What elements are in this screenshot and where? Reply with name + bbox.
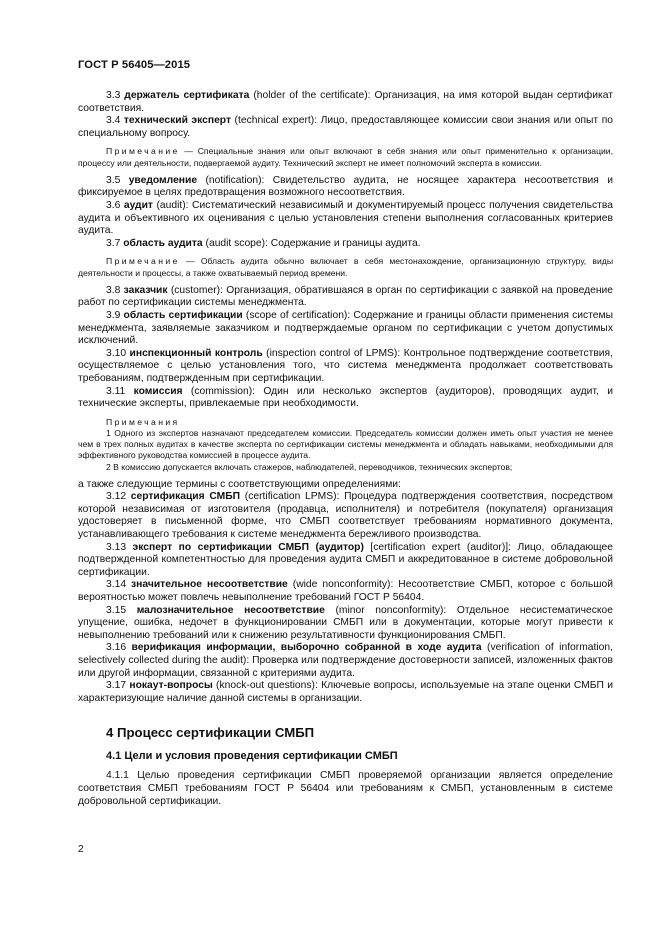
term-3-13: 3.13 эксперт по сертификации СМБП (аудитор) [certification expert (auditor)]: Лицо, обладающее подтвержденной компетентностью для проведения аудита СМБП и аккредитованное в системе добровольной сертификации. — [78, 541, 613, 578]
term-3-12: 3.12 сертификация СМБП (certification LPMS): Процедура подтверждения соответствия, посредством которой независимая от изготовителя (продавца, исполнителя) и потребителя (покупателя) организация удостоверяет в письменной форме, что СМБП соответствует требованиям нормативного документа, устанавливающего требования к системе менеджмента бережливого производства. — [78, 491, 613, 541]
page-content — [78, 90, 613, 808]
note-commission-2: 2 В комиссию допускается включать стажеров, наблюдателей, переводчиков, технических экспертов; — [106, 461, 513, 472]
term-3-14: 3.14 значительное несоответствие (wide nonconformity): Несоответствие СМБП, которое с большой вероятностью может повлечь невыполнение требований ГОСТ Р 56404. — [78, 579, 613, 604]
term-3-7: 3.7 область аудита (audit scope): Содержание и границы аудита. — [106, 237, 421, 249]
page-number: 2 — [78, 844, 84, 855]
also-terms-intro: а также следующие термины с соответствующими определениями: — [78, 478, 401, 490]
term-3-17: 3.17 нокаут-вопросы (knock-out questions): Ключевые вопросы, используемые на этапе оценки СМБП и характеризующие наличие данной системы в организации. — [78, 680, 613, 704]
term-3-11: 3.11 комиссия (commission): Один или несколько экспертов (аудиторов), проводящих аудит, и технические эксперты, привлекаемые при необходимости. — [78, 385, 613, 410]
paragraph-4-1-1: 4.1.1 Целью проведения сертификации СМБП проверяемой организации является определение соответствия СМБП требованиям ГОСТ Р 56404 или требованиям к СМБП, установленным в системе добровольной сертификации. — [78, 770, 613, 807]
term-3-9: 3.9 область сертификации (scope of certification): Содержание и границы области применения системы менеджмента, заявляемые заказчиком и подтверждаемые органом по сертификации с учетом допустимых исключений. — [78, 309, 614, 347]
section-4-1-heading: 4.1 Цели и условия проведения сертификации СМБП — [106, 750, 398, 763]
term-3-4: 3.4 технический эксперт (technical expert): Лицо, предоставляющее комиссии свои знания или опыт по специальному вопросу. — [78, 115, 613, 139]
term-3-15: 3.15 малозначительное несоответствие (minor nonconformity): Отдельное несистематическое упущение, ошибка, недочет в функционировании СМБП или в документации, которые могут привести к невыполнению требований или к снижению результативности функционирования СМБП. — [78, 604, 613, 641]
term-3-5: 3.5 уведомление (notification): Свидетельство аудита, не носящее характера несоответствия и фиксируемое в целях предотвращения возможного несоответствия. — [78, 174, 613, 199]
document-header: ГОСТ Р 56405—2015 — [78, 59, 191, 71]
term-3-3: 3.3 держатель сертификата (holder of the certificate): Организация, на имя которой выдан сертификат соответствия. — [78, 90, 613, 114]
term-3-6: 3.6 аудит (audit): Систематический независимый и документируемый процесс получения свидетельства аудита и объективного их оценивания с целью установления степени выполнения согласованных критериев аудита. — [78, 199, 613, 237]
section-4-heading: 4 Процесс сертификации СМБП — [106, 725, 315, 741]
note-commission-1: 1 Одного из экспертов назначают председателем комиссии. Председатель комиссии должен иметь опыт участия не менее чем в трех полных аудитах в качестве эксперта по сертификации системы менеджмента и обладать навыками, необходимыми для эффективного руководства комиссией в процессе аудита. — [78, 427, 613, 461]
note-audit-scope: Примечание — Область аудита обычно включает в себя местонахождение, организационную структуру, виды деятельности и процессы, а также охватываемый период времени. — [78, 256, 613, 278]
term-3-8: 3.8 заказчик (customer): Организация, обратившаяся в орган по сертификации с заявкой на проведение работ по сертификации системы менеджмента. — [78, 284, 613, 309]
term-3-16: 3.16 верификация информации, выборочно собранной в ходе аудита (verification of information, selectively collected during the audit): Проверка или подтверждение достоверности записей, изложенных фактов или другой информации, связанной с критериями аудита. — [78, 642, 613, 679]
notes-commission-label: Примечания — [106, 416, 180, 427]
note-technical-expert: Примечание — Специальные знания или опыт включают в себя знания или опыт применительно к организации, процессу или деятельности, подвергаемой аудиту. Технический эксперт не имеет полномочий эксперта в комиссии. — [78, 146, 613, 168]
term-3-10: 3.10 инспекционный контроль (inspection control of LPMS): Контрольное подтверждение соответствия, осуществляемое с целью установления того, что система менеджмента продолжает соответствовать требованиям, подтвержденным при сертификации. — [78, 347, 613, 384]
